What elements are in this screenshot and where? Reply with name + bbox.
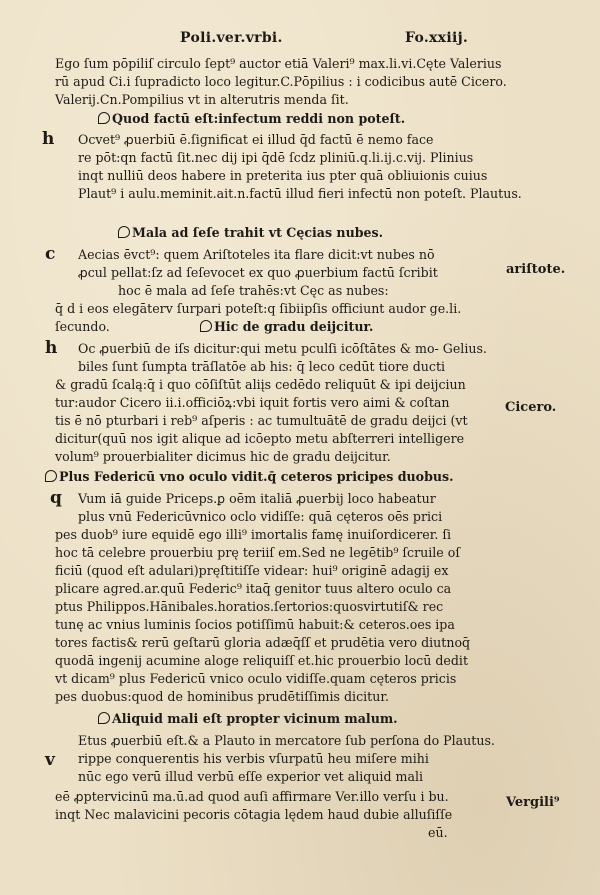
text-line	[55, 788, 449, 806]
line-text: rippe conquerentis his verbis vſurpatū heu miſere mihi	[78, 751, 429, 766]
section-heading	[98, 110, 405, 128]
text-line	[55, 670, 456, 688]
line-text: eū.	[428, 825, 448, 840]
section-heading	[98, 710, 398, 728]
line-text: Ego ſum pōpiliſ circulo ſept⁹ auctor etiā Valeri⁹ max.li.vi.Cęte Valerius	[55, 56, 502, 71]
margin-note: ariſtote.	[506, 262, 566, 277]
guide-letter: v	[45, 750, 55, 770]
line-text: volum⁹ prouerbialiter dicimus hic de gradu deijcitur.	[55, 449, 391, 464]
guide-letter: h	[45, 338, 58, 358]
text-line	[55, 598, 443, 616]
text-line	[55, 448, 391, 466]
line-text: tis ē nō pturbari i reb⁹ aſperis : ac tumultuātē de gradu deijci (vt	[55, 413, 468, 428]
line-text: & gradū ſcalą:q̄ i quo cōſiſtūt aliįs cedēdo reliquūt & ipi deijciun	[55, 377, 466, 392]
line-text: quodā ingenij acumine aloge reliquiſſ et.hic prouerbio locū dedit	[55, 653, 469, 668]
text-line	[55, 318, 110, 336]
text-line	[55, 300, 461, 318]
line-text: inqt Nec malavicini pecoris cōtagia lędem haud dubie alluſiſſe	[55, 807, 453, 822]
text-line	[55, 430, 464, 448]
guide-letter: h	[42, 129, 55, 149]
paragraph-mark-icon	[200, 320, 212, 332]
paragraph-mark-icon	[118, 226, 130, 238]
line-text: tur:audor Cicero ii.i.officiōꝝ:vbi iquit fortis vero aimi & coſtan	[55, 395, 450, 410]
line-text: Aecias ēvct⁹: quem Ariſtoteles ita flare dicit:vt nubes nō	[78, 247, 435, 262]
line-text: eē ꝓptervicinū ma.ū.ad quod auſi affirmare Ver.illo verſu i bu.	[55, 789, 449, 804]
text-line	[428, 824, 448, 842]
line-text: Ocvet⁹ ꝓuerbiū ē.ſignificat ei illud q̄d factū ē nemo face	[78, 132, 434, 147]
text-line	[55, 526, 451, 544]
section-heading	[118, 224, 383, 242]
text-line	[78, 246, 435, 264]
text-line	[78, 131, 433, 149]
line-text: Etus ꝓuerbiū eſt.& a Plauto in mercatore ſub perſona do Plautus.	[78, 733, 495, 748]
line-text: Plaut⁹ i aulu.meminit.ait.n.factū illud fieri infectū non poteſt. Plautus.	[78, 186, 522, 201]
line-text: re pōt:qn factū ſit.nec dij ipi q̄dē ſcdz pliniū.q.li.ij.c.vij. Plinius	[78, 150, 474, 165]
text-line	[78, 732, 495, 750]
text-line	[78, 264, 438, 282]
line-text: q̄ d i eos elegāterv ſurpari poteſt:q ſibiipſis officiunt audor ge.li.	[55, 301, 462, 316]
paragraph-mark-icon	[98, 712, 110, 724]
margin-note: Cicero.	[505, 400, 557, 415]
guide-letter: q	[50, 488, 62, 508]
line-text: ptus Philippos.Hānibales.horatios.ſertorios:quosvirtutiſ& rec	[55, 599, 444, 614]
line-text: tores factis& rerū geſtarū gloria adæq̄ſſ et prudētia vero diutnoq̄	[55, 635, 471, 650]
text-line	[78, 750, 429, 768]
text-line	[55, 55, 502, 73]
folio-number: Fo.xxiij.	[405, 30, 469, 46]
text-line	[78, 490, 436, 508]
line-text: inqt nulliū deos habere in preterita ius pter quā obliuionis cuius	[78, 168, 488, 183]
line-text: pes duob⁹ iure equidē ego illi⁹ imortalis famę inuiſordicerer. ſi	[55, 527, 452, 542]
line-text: nūc ego verū illud verbū eſſe experior vet aliquid mali	[78, 769, 424, 784]
running-head-left: Poli.ver.vrbi.	[180, 30, 283, 46]
margin-note: Vergili⁹	[506, 795, 560, 810]
line-text: ꝓcul pellat:ſz ad ſeſevocet ex quo ꝓuerbium factū ſcribit	[78, 265, 438, 280]
text-line	[78, 149, 473, 167]
line-text: Valerij.Cn.Pompilius vt in alterutris menda ſit.	[55, 92, 349, 107]
text-line	[55, 73, 507, 91]
line-text: Plus Federicū vno oculo vidit.q̄ ceteros pricipes duobus.	[59, 469, 454, 484]
line-text: Mala ad ſeſe trahit vt Cęcias nubes.	[132, 225, 384, 240]
text-line	[55, 580, 451, 598]
text-line	[55, 412, 468, 430]
text-line	[78, 358, 445, 376]
section-heading	[45, 468, 454, 486]
text-line	[55, 634, 470, 652]
text-line	[55, 376, 466, 394]
text-line	[55, 688, 389, 706]
line-text: Quod factū eſt:infectum reddi non poteſt.	[112, 111, 406, 126]
line-text: Vum iā guide Priceps.ꝑ oēm italiā ꝓuerbij loco habeatur	[78, 491, 436, 506]
line-text: rū apud Ci.i ſupradicto loco legitur.C.Pōpilius : i codicibus autē Cicero.	[55, 74, 507, 89]
line-text: hoc ē mala ad ſeſe trahēs:vt Cęc as nubes:	[118, 283, 389, 298]
line-text: ſecundo.	[55, 319, 110, 334]
guide-letter: c	[45, 244, 56, 264]
line-text: biles ſunt ſumpta trāſlatōe ab his: q̄ leco cedūt tiore ducti	[78, 359, 446, 374]
text-line	[55, 562, 449, 580]
text-line	[55, 616, 455, 634]
paragraph-mark-icon	[98, 112, 110, 124]
paragraph-mark-icon	[45, 470, 57, 482]
text-line	[55, 544, 460, 562]
line-text: plicare agred.ar.quū Federic⁹ itaq̄ genitor tuus altero oculo ca	[55, 581, 452, 596]
line-text: plus vnū Federicūvnico oclo vidiſſe: quā cęteros oēs prici	[78, 509, 443, 524]
text-line	[78, 768, 423, 786]
line-text: ficiū (quod eſt adulari)pręſtitiſſe videar: hui⁹ originē adagij ex	[55, 563, 449, 578]
section-heading	[200, 318, 373, 336]
text-line	[78, 185, 522, 203]
text-line	[78, 508, 442, 526]
line-text: tunę ac vnius luminis ſocios potiſſimū habuit:& ceteros.oes ipa	[55, 617, 455, 632]
text-line	[118, 282, 389, 300]
line-text: vt dicam⁹ plus Federicū vnico oculo vidiſſe.quam cęteros pricis	[55, 671, 457, 686]
text-line	[55, 806, 452, 824]
line-text: Oc ꝓuerbiū de iſs dicitur:qui metu pculſi icōſtātes & mo- Gelius.	[78, 341, 487, 356]
text-line	[55, 394, 450, 412]
line-text: Hic de gradu deijcitur.	[214, 319, 374, 334]
text-line	[55, 652, 468, 670]
text-line	[55, 91, 349, 109]
line-text: hoc tā celebre prouerbiu prę teriiſ em.Sed ne legētib⁹ ſcruile oſ	[55, 545, 460, 560]
line-text: Aliquid mali eſt propter vicinum malum.	[112, 711, 398, 726]
text-line	[78, 167, 487, 185]
line-text: dicitur(quū nos igit alique ad icōepto metu abſterreri intelligere	[55, 431, 465, 446]
line-text: pes duobus:quod de hominibus prudētiſſimis dicitur.	[55, 689, 389, 704]
text-line	[78, 340, 487, 358]
